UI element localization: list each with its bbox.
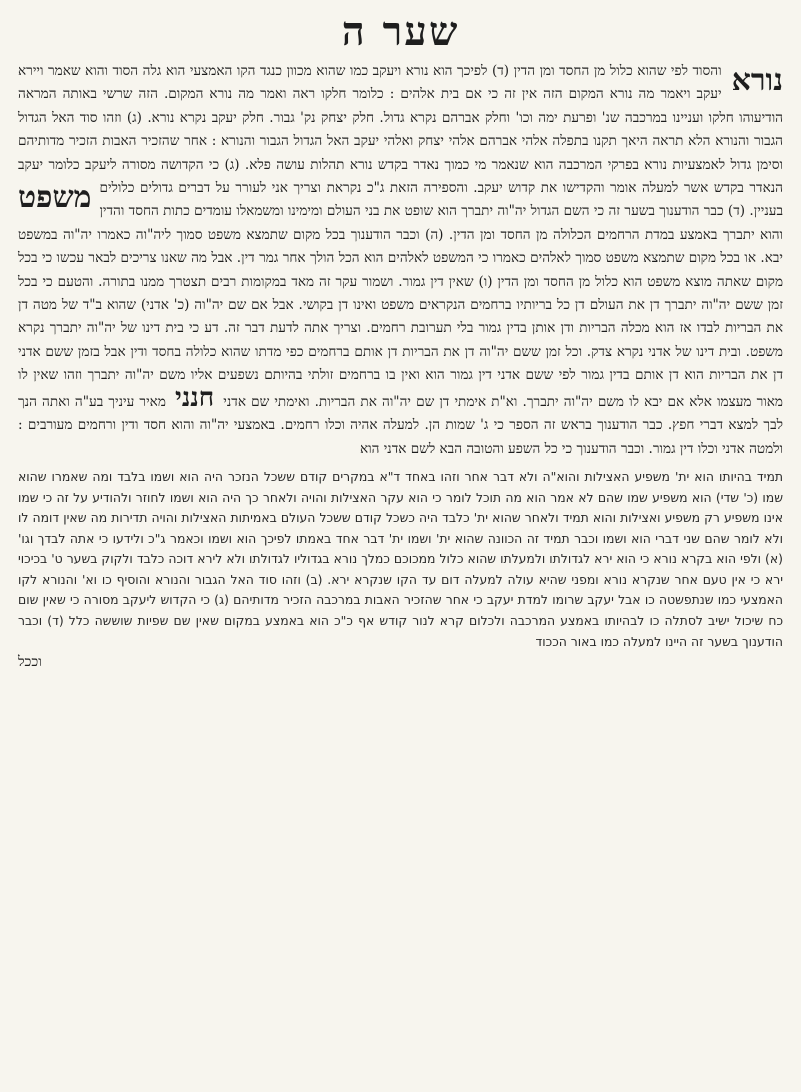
mid-word: משפט: [18, 180, 92, 216]
commentary-block: [18, 467, 783, 652]
page-title: שער ה: [341, 8, 460, 55]
main-paragraph: [18, 60, 783, 461]
main-text-part-2: וצריך אני לעורר על דברים גדולים כלולים בעניין. (ד) כבר הודענוך בשער זה כי השם הגדול יה"וה יתברך הוא שופט את בני העולם ומימינו ומשמאלו עומדים כתות החסד והדין והוא יתברך באמצע במדת הרחמים הכלולה מן החסד ומן הדין. (ה) וכבר הודענוך בכל מקום שתמצא משפט סמוך ליה"וה כאמרו יה"וה במשפט יבא. או בכל מקום שתמצא משפט סמוך לאלהים כאמרו כי המשפט לאלהים הוא הכל הולך אחר גמר דין. אבל מה שאנו צריכים לבאר עכשו כי בכל מקום שאתה מוצא משפט הוא כלול מן החסד ומן הדין (ו) שאין דין גמור. ושמור עקר זה מאד במקומות רבים תצטרך ממנו בתורה. והטעם כי בכל זמן ששם יה"וה יתברך דן את העולם דן כל בריותיו ברחמים הנקראים משפט ואינו דן בקושי. אבל אם שם יה"וה (כ' אדני) שהוא ב"ד של מטה דן את הבריות לבדו אז הוא מכלה הבריות ודן אותן בדין גמור בלי תערובת רחמים. וצריך אתה לדעת דבר זה. דע כי בית דינו של יה"וה יתברך נקרא משפט. ובית דינו של אדני נקרא צדק. וכל זמן ששם יה"וה דן את הבריות דן אותם ברחמים כפי מדתו שהוא כלולה בחסד ודין אבל בזמן ששם אדני דן את הבריות הוא דן אותם בדין גמור לפי ששם אדני דין גמור הוא ואין בו ברחמים זולתי בהיותם נשפעים אליו משם יה"וה יתברך וזהו שאין לו מאור מעצמו אלא אם יבא לו משם יה"וה יתברך. וא"ת אימתי דן שם יה"וה את הבריות. ואימתי שם אדני: [18, 180, 783, 410]
lead-word: נורא: [731, 63, 783, 98]
main-text-part-1: והסוד לפי שהוא כלול מן החסד ומן הדין (ד) לפיכך הוא נורא ויעקב כמו שהוא מכוון כנגד הקו האמצעי הוא גלה הסוד והוא שאמר ויירא יעקב ויאמר מה נורא המקום הזה אין זה כי אם בית אלהים : כלומר חלקו ראה ואמר מה נורא המקום. הזה שרשי באותה המראה הודיעוהו חלקו ועניינו במרכבה שנ' ופרעת ימה וכו' וחלק אברהם נקרא גדול. חלק יצחק נק' גבור. חלק יעקב נקרא נורא. (ג) וזהו סוד האל הגדול הגבור והנורא הלא תראה היאך תקנו בתפלה אלהי אברהם אלהי יצחק ואלהי יעקב האל הגדול הגבור והנורא : אחר שהזכיר האבות הזכיר מדותיהם וסימן גדול לאמצעיות נורא בפרקי המרכבה הוא שנאמר מי כמוך נאדר בקדש נורא תהלות עושה פלא. (ג) כי הקדושה מסורה ליעקב כלומר יעקב הנאדר בקדש אשר למעלה אומר והקדישו את קדוש יעקב. והספירה הזאת ג"כ נקראת: [18, 63, 783, 197]
main-text-block: [18, 60, 783, 461]
catchword: וככל: [18, 654, 42, 671]
main-text-part-3: מאיר עיניך בע"ה ואתה הנך לבך למצא דברי חפץ. כבר הודענוך בראש זה הספר כי ג' שמות הן. למעלה אהיה וכלו רחמים. באמצעי יה"וה והוא חסד ודין ורחמים מעורבים : ולמטה אדני וכלו דין גמור. וכבר הודענוך כי כל השפע והטובה הבא לשם אדני הוא: [18, 393, 783, 457]
inline-word: חנני: [175, 382, 215, 413]
commentary-text: תמיד בהיותו הוא ית' משפיע האצילות והוא"ה ולא דבר אחר וזהו באחד ד"א במקרים קודם ששכל הנזכר היה הוא ושמו בלבד ומה שאמרו שהוא שמו (כ' שדי) הוא משפיע שמו שהם לא אמר הוא מה תוכל לומר כי הוא עקר האצילות והויה ולאחר כך היה הוא ושמו לחוזר ולהודיע על זה כי שמו אינו משפיע רק משפיע ואצילות והוא תמיד ולאחר שהוא ית' כלבד היה כשכל קודם ששכל העולם באמיתות האצילות והויה תדירות מה שאין דומה לו ולא לומר שהם שני דברי הוא ושמו וכבר תמיד זה הכוונה שהוא ית' ושמו ית' דבר אחד באמתו לפיכך הוא ושמו וכאמר ג"כ ולידעו כי אתה לבדך וגו' (א) ולפי הוא בקרא נורא כי הוא ירא לגדולתו ולמעלתו שהוא כלול ממכוכם כמלך נורא בגדוליו לגדולתו ולא לירא דוכה כלבד ולקוק בשער ט' בכיכוי ירא כי אין טעם אחר שנקרא נורא ומפני שהיא עולה למעלה דום עד הקו שנקרא ירא. (ב) וזהו סוד האל הגבור והנורא והוסיף כו וא' והנורא לקו האמצעי כמו שנתפשטה כו אבל יעקב שרומו למדת יעקב כי אחר שהזכיר האבות במרכבה הזכיר מדותיהם (ג) כי הקדוש ליעקב מסורה כי שאין שום כח שיכול ישיב לסתלה כו לבהיותו באמצע המרכבה ולכלום קרא לנור קודש אף כ"כ הוא באמצע במקום שאין שם שפיות שוששה כלל (ד) וכבר הודענוך בשער זה היינו למעלה כמו באור הככוד: [18, 468, 783, 649]
